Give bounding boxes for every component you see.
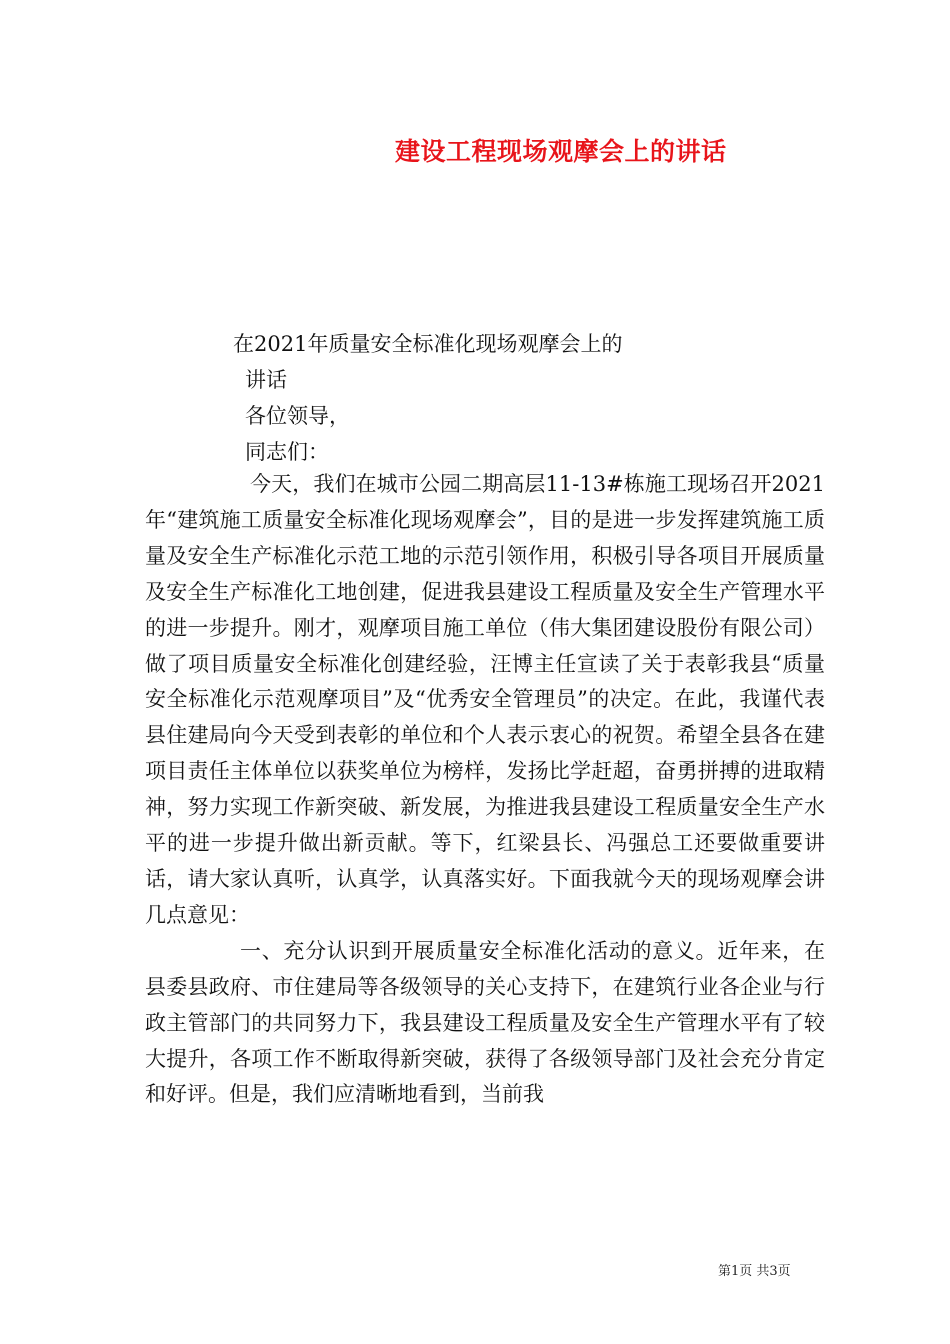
body-paragraph: 今天，我们在城市公园二期高层11-13#栋施工现场召开2021年“建筑施工质量安全标准化现场观摩会”，目的是进一步发挥建筑施工质量及安全生产标准化示范工地的示范引领作用，积极引导各项目开展质量及安全生产标准化工地创建，促进我县建设工程质量及安全生产管理水平的进一步提升。刚才，观摩项目施工单位（伟大集团建设股份有限公司）做了项目质量安全标准化创建经验，汪博主任宣读了关于表彰我县“质量安全标准化示范观摩项目”及“优秀安全管理员”的决定。在此，我谨代表县住建局向今天受到表彰的单位和个人表示衷心的祝贺。希望全县各在建项目责任主体单位以获奖单位为榜样，发扬比学赶超，奋勇拼搏的进取精神，努力实现工作新突破、新发展，为推进我县建设工程质量安全生产水平的进一步提升做出新贡献。等下，红梁县长、冯强总工还要做重要讲话，请大家认真听，认真学，认真落实好。下面我就今天的现场观摩会讲几点意见： xyxy=(145,472,825,927)
document-title: 建设工程现场观摩会上的讲话 xyxy=(395,137,727,166)
page-number-footer: 第1页 共3页 xyxy=(718,1264,791,1279)
document-body xyxy=(145,467,825,1113)
body-paragraph: 一、充分认识到开展质量安全标准化活动的意义。近年来，在县委县政府、市住建局等各级领导的关心支持下，在建筑行业各企业与行政主管部门的共同努力下，我县建设工程质量及安全生产管理水平有了较大提升，各项工作不断取得新突破，获得了各级领导部门及社会充分肯定和好评。但是，我们应清晰地看到，当前我 xyxy=(145,938,825,1107)
salutation-line-2: 同志们： xyxy=(245,440,329,464)
subtitle-line-1: 在2021年质量安全标准化现场观摩会上的 xyxy=(233,332,623,356)
salutation-line-1: 各位领导， xyxy=(245,404,350,428)
subtitle-line-2: 讲话 xyxy=(245,368,287,392)
